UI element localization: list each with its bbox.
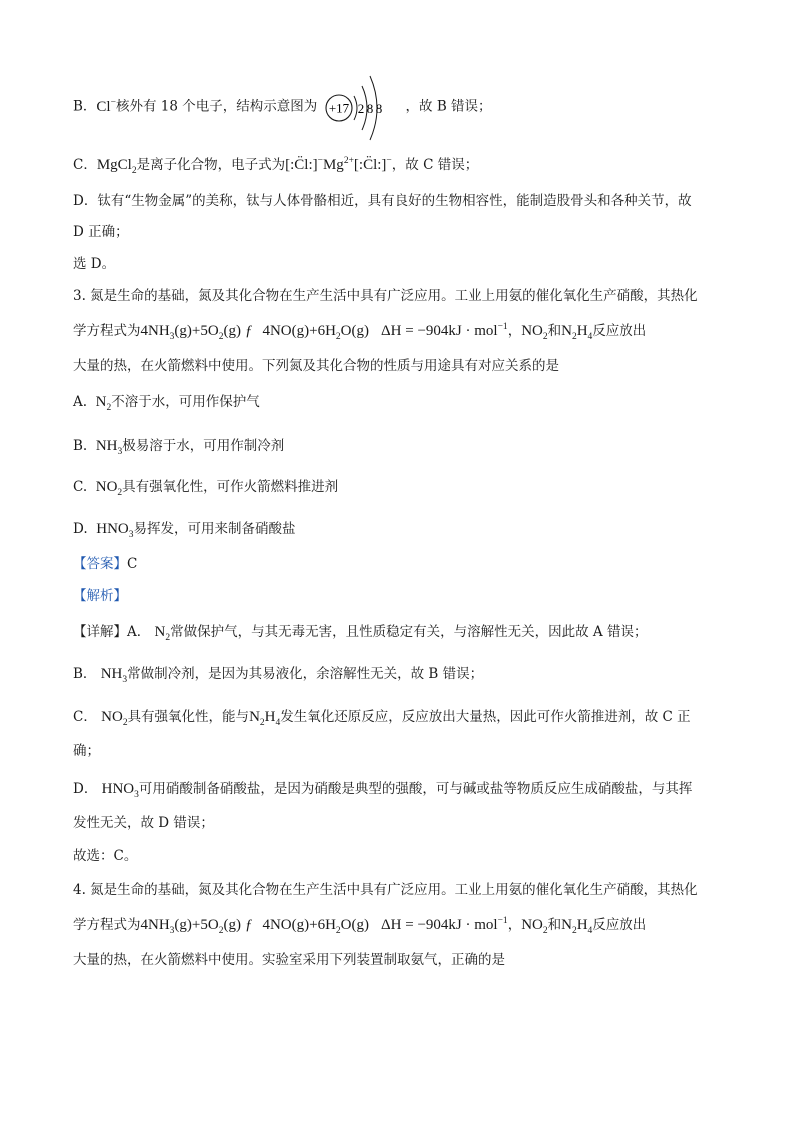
shell-3-electrons: 8 xyxy=(375,101,382,116)
answer-line xyxy=(73,554,137,574)
option-c: C. $NO_2$具有强氧化性，可作火箭燃料推进剂 xyxy=(73,479,339,498)
answer-value: C xyxy=(127,556,138,572)
chloride-ion: Cl− xyxy=(96,97,116,115)
question-3-line3: 大量的热，在火箭燃料中使用。下列氮及其化合物的性质与用途具有对应关系的是 xyxy=(73,358,559,374)
final-choice: 故选：C。 xyxy=(73,848,138,864)
explanation-d-line2: D 正确； xyxy=(73,224,129,240)
explanation-d-line1: D．钛有“生物金属”的美称，钛与人体骨骼相近，具有良好的生物相容性，能制造股骨头和各种关节，故 xyxy=(73,193,692,209)
analysis-label: 【解析】 xyxy=(73,588,127,604)
detail-c-line2: 确； xyxy=(73,743,100,759)
detail-b: B． $NH_3$常做制冷剂，是因为其易液化，余溶解性无关，故 B 错误； xyxy=(73,666,484,685)
option-a: A. $N_2$不溶于水，可用作保护气 xyxy=(73,394,260,413)
question-3-line2: 学方程式为$4NH_3(g)+5O_2(g)$ ƒ $4NO(g)+6H_2O(g) \Delta H = -904kJ \cdot mol^{-1}$，$NO_2$和$N_2H_4$反应放出 xyxy=(73,322,647,342)
answer-label: 【答案】 xyxy=(73,556,127,572)
explanation-b: B．Cl−核外有 18 个电子，结构示意图为 +17 2 8 8 ，故 B 错误； xyxy=(73,92,492,122)
detail-a: 【详解】A． $N_2$常做保护气，与其无毒无害，且性质稳定有关，与溶解性无关，因此故 A 错误； xyxy=(73,624,648,643)
nucleus-charge: +17 xyxy=(328,100,349,116)
shell-1-electrons: 2 xyxy=(357,101,364,116)
option-d: D. $HNO_3$易挥发，可用来制备硝酸盐 xyxy=(73,521,296,540)
choose-d: 选 D。 xyxy=(73,256,116,272)
question-3-line1: 3. 氮是生命的基础，氮及其化合物在生产生活中具有广泛应用。工业上用氨的催化氧化生产硝酸，其热化 xyxy=(73,288,698,304)
thermochemical-equation: $4NH_3(g)+5O_2(g)$ ƒ $4NO(g)+6H_2O(g) \Delta H = -904kJ \cdot mol^{-1}$ xyxy=(140,322,508,342)
electron-formula: $[:C̈l:]^-Mg^{2+}[:C̈l:]^-$ xyxy=(285,156,392,173)
shell-2-electrons: 8 xyxy=(366,101,373,116)
question-4-line1: 4. 氮是生命的基础，氮及其化合物在生产生活中具有广泛应用。工业上用氨的催化氧化生产硝酸，其热化 xyxy=(73,882,698,898)
explanation-c: C．MgCl$_2$是离子化合物，电子式为$[:C̈l:]^-Mg^{2+}[:C̈l:]^-$，故 C 错误； xyxy=(73,156,479,176)
question-4-line3: 大量的热，在火箭燃料中使用。实验室采用下列装置制取氨气，正确的是 xyxy=(73,952,505,968)
question-4-line2: 学方程式为$4NH_3(g)+5O_2(g)$ ƒ $4NO(g)+6H_2O(g) \Delta H = -904kJ \cdot mol^{-1}$，$NO_2$和$N_2H_4$反应放出 xyxy=(73,916,647,936)
chlorine-atom-structure-diagram xyxy=(324,92,404,122)
detail-d-line2: 发性无关，故 D 错误； xyxy=(73,815,214,831)
mgcl2-formula: MgCl$_2$ xyxy=(96,157,137,176)
option-b: B. $NH_3$极易溶于水，可用作制冷剂 xyxy=(73,438,285,457)
thermochemical-equation-q4: $4NH_3(g)+5O_2(g)$ ƒ $4NO(g)+6H_2O(g) \Delta H = -904kJ \cdot mol^{-1}$ xyxy=(140,916,508,936)
detail-d: D． $HNO_3$可用硝酸制备硝酸盐，是因为硝酸是典型的强酸，可与碱或盐等物质反应生成硝酸盐，与其挥 xyxy=(73,781,693,800)
detail-c: C． $NO_2$具有强氧化性，能与$N_2H_4$发生氧化还原反应，反应放出大量热，因此可作火箭推进剂，故 C 正 xyxy=(73,709,691,728)
